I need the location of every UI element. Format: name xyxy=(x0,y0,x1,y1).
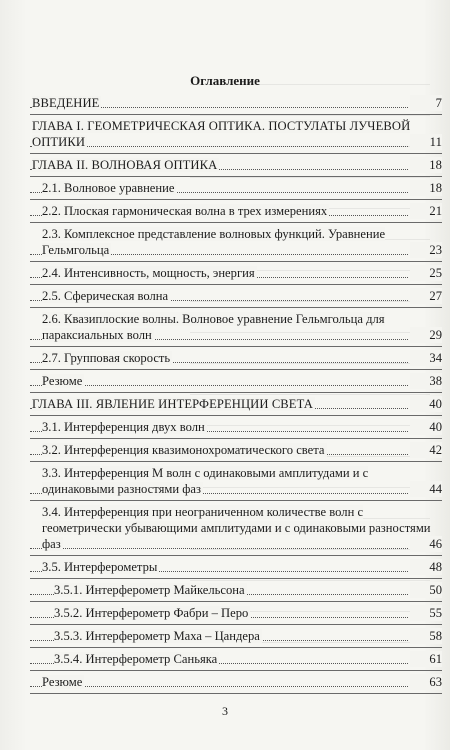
dot-leader xyxy=(30,686,408,687)
toc-entry-page: 27 xyxy=(410,288,442,304)
toc-entry-page: 46 xyxy=(410,536,442,552)
toc-entry[interactable] xyxy=(30,177,442,200)
toc-entry-title: 2.4. Интенсивность, мощность, энергия xyxy=(42,266,255,280)
toc-entry-page: 21 xyxy=(410,203,442,219)
toc-entry-title: ГЛАВА II. ВОЛНОВАЯ ОПТИКА xyxy=(32,158,218,172)
toc-entry[interactable] xyxy=(30,439,442,462)
toc-entry-page: 55 xyxy=(410,605,442,621)
toc-entry-page: 61 xyxy=(410,651,442,667)
toc-entry-title: 2.5. Сферическая волна xyxy=(42,289,169,303)
toc-entry-title: 2.2. Плоская гармоническая волна в трех измерениях xyxy=(42,204,328,218)
toc-entry-title: 3.5.1. Интерферометр Майкельсона xyxy=(54,583,245,597)
toc-entry[interactable] xyxy=(30,393,442,416)
toc-entry[interactable] xyxy=(30,308,442,347)
toc-entry-title: 3.2. Интерференция квазимонохроматического света xyxy=(42,443,325,457)
toc-entry-page: 34 xyxy=(410,350,442,366)
toc-entry-page: 23 xyxy=(410,242,442,258)
toc-entry-page: 18 xyxy=(410,180,442,196)
toc-entry-title: 2.7. Групповая скорость xyxy=(42,351,171,365)
toc-entry-page: 42 xyxy=(410,442,442,458)
toc-entry[interactable] xyxy=(30,115,442,154)
toc-entry-title: 3.3. Интерференция М волн с одинаковыми амплитудами и с одинаковыми разностями фаз xyxy=(42,466,369,496)
toc-entry-title: 3.5.3. Интерферометр Маха – Цандера xyxy=(54,629,260,643)
toc-entry-page: 58 xyxy=(410,628,442,644)
toc-entry-title: 3.5. Интерферометры xyxy=(42,560,158,574)
toc-entry[interactable] xyxy=(30,648,442,671)
toc-entry[interactable] xyxy=(30,154,442,177)
toc-entry-title: 3.4. Интерференция при неограниченном количестве волн с геометрически убывающими амплитудами и с одинаковыми разностями фаз xyxy=(42,505,431,551)
toc-entry-page: 63 xyxy=(410,674,442,690)
toc-entry-title: ГЛАВА III. ЯВЛЕНИЕ ИНТЕРФЕРЕНЦИИ СВЕТА xyxy=(32,397,313,411)
toc-entry-title: 2.6. Квазиплоские волны. Волновое уравнение Гельмгольца для параксиальных волн xyxy=(42,312,385,342)
toc-entry[interactable] xyxy=(30,370,442,393)
toc-entry[interactable] xyxy=(30,416,442,439)
toc-entry[interactable] xyxy=(30,556,442,579)
toc-entry-title: Резюме xyxy=(42,374,83,388)
toc-entry-page: 25 xyxy=(410,265,442,281)
toc-entry-page: 7 xyxy=(410,95,442,111)
dot-leader xyxy=(30,385,408,386)
toc-entry-page: 29 xyxy=(410,327,442,343)
toc-entry-title: Резюме xyxy=(42,675,83,689)
toc-entry[interactable] xyxy=(30,285,442,308)
toc-entry[interactable] xyxy=(30,92,442,115)
toc-entry-title: 3.1. Интерференция двух волн xyxy=(42,420,205,434)
toc-entry[interactable] xyxy=(30,671,442,694)
toc-entry-page: 44 xyxy=(410,481,442,497)
page-number: 3 xyxy=(222,704,228,718)
toc-entry[interactable] xyxy=(30,501,442,556)
toc-entry-page: 40 xyxy=(410,419,442,435)
toc-entry[interactable] xyxy=(30,602,442,625)
toc-entry-page: 38 xyxy=(410,373,442,389)
toc-entry-title: 2.1. Волновое уравнение xyxy=(42,181,175,195)
toc-entry-title: 3.5.2. Интерферометр Фабри – Перо xyxy=(54,606,249,620)
table-of-contents xyxy=(30,92,442,694)
toc-entry-title: ВВЕДЕНИЕ xyxy=(32,96,100,110)
toc-entry-page: 48 xyxy=(410,559,442,575)
toc-heading: Оглавление xyxy=(190,73,260,88)
dot-leader xyxy=(30,548,408,549)
toc-entry[interactable] xyxy=(30,200,442,223)
toc-entry-title: 3.5.4. Интерферометр Саньяка xyxy=(54,652,218,666)
toc-entry-page: 18 xyxy=(410,157,442,173)
toc-entry[interactable] xyxy=(30,579,442,602)
toc-entry[interactable] xyxy=(30,462,442,501)
toc-entry-page: 11 xyxy=(410,134,442,150)
toc-entry[interactable] xyxy=(30,262,442,285)
toc-entry[interactable] xyxy=(30,223,442,262)
toc-entry-page: 40 xyxy=(410,396,442,412)
toc-entry-page: 50 xyxy=(410,582,442,598)
toc-entry-title: ГЛАВА I. ГЕОМЕТРИЧЕСКАЯ ОПТИКА. ПОСТУЛАТЫ ЛУЧЕВОЙ ОПТИКИ xyxy=(32,119,411,149)
toc-entry[interactable] xyxy=(30,625,442,648)
toc-entry[interactable] xyxy=(30,347,442,370)
toc-entry-title: 2.3. Комплексное представление волновых функций. Уравнение Гельмгольца xyxy=(42,227,386,257)
